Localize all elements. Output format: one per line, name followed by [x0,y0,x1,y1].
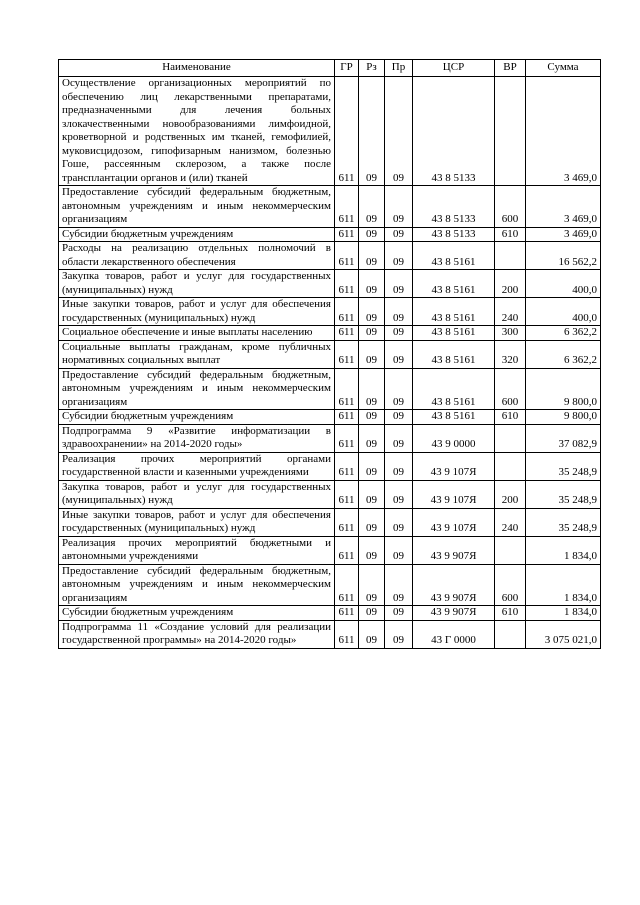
row-name: Иные закупки товаров, работ и услуг для обеспечения государственных (муниципальных) нужд [59,508,335,536]
row-sum: 16 562,2 [526,242,601,270]
table-row [59,410,601,425]
row-name: Осуществление организационных мероприятий по обеспечению лиц лекарственными препаратами, предназначенными для лечения больных злокачественными новообразованиями лимфоидной, кроветворной и родственных им тканей, гемофилией, муковисцидозом, гипофизарным нанизмом, болезнью Гоше, рассеянным склерозом, а также после трансплантации органов и (или) тканей [59,77,335,186]
row-sum: 1 834,0 [526,564,601,606]
row-sum: 9 800,0 [526,410,601,425]
table-row [59,564,601,606]
table-body [59,77,601,649]
row-csr: 43 8 5161 [413,298,495,326]
row-sum: 3 469,0 [526,186,601,228]
row-rz: 09 [359,186,385,228]
row-vr: 610 [495,227,526,242]
row-name: Реализация прочих мероприятий органами государственной власти и казенными учреждениями [59,452,335,480]
row-name: Социальные выплаты гражданам, кроме публичных нормативных социальных выплат [59,340,335,368]
column-header-vr: ВР [495,60,526,77]
row-sum: 400,0 [526,298,601,326]
row-csr: 43 9 907Я [413,536,495,564]
row-vr: 610 [495,410,526,425]
row-pr: 09 [385,508,413,536]
column-header-name: Наименование [59,60,335,77]
column-header-rz: Рз [359,60,385,77]
row-gr: 611 [335,424,359,452]
row-name: Расходы на реализацию отдельных полномочий в области лекарственного обеспечения [59,242,335,270]
row-gr: 611 [335,298,359,326]
row-rz: 09 [359,564,385,606]
row-csr: 43 9 907Я [413,606,495,621]
table-row [59,606,601,621]
row-vr [495,242,526,270]
row-vr: 240 [495,508,526,536]
row-sum: 3 469,0 [526,227,601,242]
row-name: Закупка товаров, работ и услуг для государственных (муниципальных) нужд [59,480,335,508]
table-row [59,77,601,186]
row-sum: 400,0 [526,270,601,298]
table-row [59,620,601,648]
row-gr: 611 [335,564,359,606]
row-rz: 09 [359,326,385,341]
row-vr: 600 [495,368,526,410]
row-vr: 600 [495,564,526,606]
row-vr: 200 [495,270,526,298]
row-sum: 1 834,0 [526,536,601,564]
row-name: Субсидии бюджетным учреждениям [59,410,335,425]
column-header-sum: Сумма [526,60,601,77]
row-gr: 611 [335,326,359,341]
row-gr: 611 [335,227,359,242]
table-row [59,298,601,326]
row-sum: 3 075 021,0 [526,620,601,648]
row-pr: 09 [385,368,413,410]
table-row [59,424,601,452]
row-csr: 43 9 107Я [413,508,495,536]
table-row [59,340,601,368]
row-csr: 43 8 5161 [413,410,495,425]
row-pr: 09 [385,564,413,606]
row-vr [495,77,526,186]
row-rz: 09 [359,508,385,536]
row-name: Субсидии бюджетным учреждениям [59,227,335,242]
row-rz: 09 [359,452,385,480]
row-pr: 09 [385,326,413,341]
row-pr: 09 [385,77,413,186]
row-rz: 09 [359,424,385,452]
row-gr: 611 [335,242,359,270]
row-rz: 09 [359,298,385,326]
row-vr [495,424,526,452]
table-row [59,480,601,508]
row-pr: 09 [385,340,413,368]
row-csr: 43 8 5133 [413,227,495,242]
table-header-row [59,60,601,77]
row-vr: 320 [495,340,526,368]
row-vr: 240 [495,298,526,326]
row-name: Закупка товаров, работ и услуг для государственных (муниципальных) нужд [59,270,335,298]
table-row [59,227,601,242]
row-name: Иные закупки товаров, работ и услуг для обеспечения государственных (муниципальных) нужд [59,298,335,326]
budget-table [58,59,601,649]
row-gr: 611 [335,270,359,298]
row-vr [495,620,526,648]
row-pr: 09 [385,620,413,648]
row-pr: 09 [385,227,413,242]
row-gr: 611 [335,77,359,186]
row-name: Реализация прочих мероприятий бюджетными и автономными учреждениями [59,536,335,564]
row-rz: 09 [359,77,385,186]
row-sum: 35 248,9 [526,480,601,508]
table-row [59,186,601,228]
row-rz: 09 [359,620,385,648]
row-vr: 610 [495,606,526,621]
row-gr: 611 [335,480,359,508]
row-pr: 09 [385,606,413,621]
table-row [59,536,601,564]
row-name: Подпрограмма 9 «Развитие информатизации в здравоохранении» на 2014-2020 годы» [59,424,335,452]
row-gr: 611 [335,508,359,536]
row-name: Предоставление субсидий федеральным бюджетным, автономным учреждениям и иным некоммерческим организациям [59,368,335,410]
row-rz: 09 [359,340,385,368]
row-csr: 43 8 5133 [413,77,495,186]
row-csr: 43 8 5161 [413,270,495,298]
row-pr: 09 [385,452,413,480]
row-pr: 09 [385,298,413,326]
row-csr: 43 9 107Я [413,480,495,508]
row-pr: 09 [385,536,413,564]
row-name: Предоставление субсидий федеральным бюджетным, автономным учреждениям и иным некоммерческим организациям [59,186,335,228]
table-row [59,368,601,410]
column-header-gr: ГР [335,60,359,77]
row-sum: 35 248,9 [526,452,601,480]
row-rz: 09 [359,536,385,564]
row-name: Предоставление субсидий федеральным бюджетным, автономным учреждениям и иным некоммерческим организациям [59,564,335,606]
row-rz: 09 [359,410,385,425]
row-vr: 200 [495,480,526,508]
row-csr: 43 Г 0000 [413,620,495,648]
row-pr: 09 [385,410,413,425]
row-name: Социальное обеспечение и иные выплаты населению [59,326,335,341]
row-rz: 09 [359,368,385,410]
column-header-csr: ЦСР [413,60,495,77]
row-csr: 43 9 0000 [413,424,495,452]
row-pr: 09 [385,270,413,298]
table-row [59,508,601,536]
row-name: Подпрограмма 11 «Создание условий для реализации государственной программы» на 2014-2020 годы» [59,620,335,648]
row-csr: 43 8 5161 [413,368,495,410]
row-csr: 43 8 5161 [413,242,495,270]
row-pr: 09 [385,424,413,452]
row-vr [495,452,526,480]
row-gr: 611 [335,452,359,480]
table-row [59,452,601,480]
row-vr [495,536,526,564]
document-page [58,59,600,649]
table-row [59,242,601,270]
row-csr: 43 9 107Я [413,452,495,480]
row-csr: 43 8 5161 [413,326,495,341]
row-rz: 09 [359,270,385,298]
row-sum: 37 082,9 [526,424,601,452]
row-gr: 611 [335,186,359,228]
table-row [59,326,601,341]
row-gr: 611 [335,368,359,410]
row-rz: 09 [359,606,385,621]
row-csr: 43 8 5133 [413,186,495,228]
row-vr: 300 [495,326,526,341]
row-rz: 09 [359,227,385,242]
table-row [59,270,601,298]
row-sum: 6 362,2 [526,326,601,341]
row-name: Субсидии бюджетным учреждениям [59,606,335,621]
column-header-pr: Пр [385,60,413,77]
row-sum: 35 248,9 [526,508,601,536]
row-gr: 611 [335,620,359,648]
row-pr: 09 [385,186,413,228]
row-gr: 611 [335,606,359,621]
row-csr: 43 8 5161 [413,340,495,368]
row-sum: 9 800,0 [526,368,601,410]
row-gr: 611 [335,340,359,368]
row-pr: 09 [385,480,413,508]
row-gr: 611 [335,536,359,564]
row-pr: 09 [385,242,413,270]
row-gr: 611 [335,410,359,425]
row-sum: 6 362,2 [526,340,601,368]
row-rz: 09 [359,242,385,270]
row-vr: 600 [495,186,526,228]
row-sum: 1 834,0 [526,606,601,621]
row-rz: 09 [359,480,385,508]
row-sum: 3 469,0 [526,77,601,186]
row-csr: 43 9 907Я [413,564,495,606]
